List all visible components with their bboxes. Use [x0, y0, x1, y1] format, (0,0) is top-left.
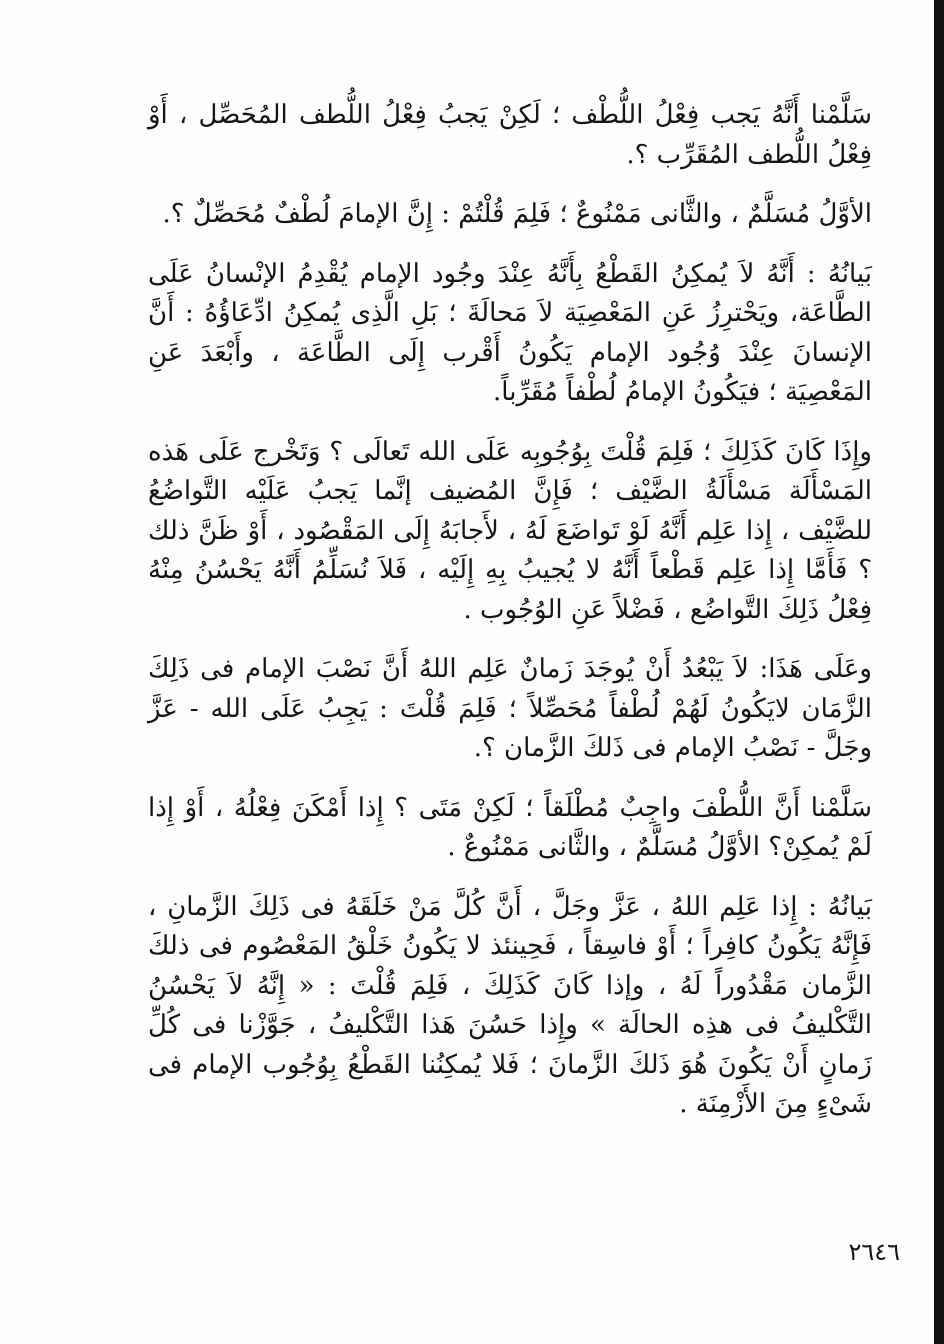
body-text	[148, 96, 872, 1145]
paragraph-3: بَيانُهُ : أَنَّهُ لاَ يُمكِنُ القَطْعُ بِأَنَّهُ عِنْدَ وجُود الإمام يُقْدِمُ الإنْسانُ عَلَى الطَّاعَة، ويَحْترِزُ عَنِ المَعْصِيَة لاَ مَحالَةَ ؛ بَلِ الَّذِى يُمكِنُ ادِّعَاؤُهُ : أَنَّ الإنسانَ عِنْدَ وُجُود الإمام يَكُونُ أَقْرب إِلَى الطَّاعَة ، وأَبْعَدَ عَنِ المَعْصِيَة ؛ فيَكُونُ الإمامُ لُطْفاً مُقَرِّباً.	[148, 258, 872, 407]
page-number: ٢٦٤٦	[848, 1238, 900, 1266]
paragraph-5: وعَلَى هَذَا: لاَ يَبْعُدُ أَنْ يُوجَدَ زَمانٌ عَلِم اللهُ أَنَّ نَصْبَ الإمام فى ذَلِكَ الزَّمَان لايَكُونُ لَهُمْ لُطْفاً مُحَصِّلاً ؛ فَلِمَ قُلْتَ : يَجِبُ عَلَى الله - عَزَّ وجَلَّ - نَصْبُ الإمام فى ذَلكَ الزَّمان ؟.	[148, 654, 872, 763]
paragraph-2: الأوَّلُ مُسَلَّمٌ ، والثَّانى مَمْنُوعٌ ؛ فَلِمَ قُلْتُمْ : إِنَّ الإمامَ لُطْفٌ مُحَصِّلٌ ؟.	[162, 199, 872, 229]
paragraph-6: سَلَّمْنا أَنَّ اللُّطْفَ واجِبٌ مُطْلَقاً ؛ لَكِنْ مَتَى ؟ إِذا أَمْكَنَ فِعْلُهُ ، أَوْ إِذا لَمْ يُمكِنْ؟ الأوَّلُ مُسَلَّمٌ ، والثَّانى مَمْنُوعٌ .	[148, 792, 872, 862]
paragraph-7: بَيانُهُ : إِذا عَلِم اللهُ ، عَزَّ وجَلَّ ، أَنَّ كُلَّ مَنْ خَلَقَهُ فى ذَلِكَ الزَّمانِ ، فَإِنَّهُ يَكُونُ كافِراً ؛ أَوْ فاسِقاً ، فَحِينئذ لا يَكُونُ خَلْقُ المَعْصُوم فى ذلكَ الزَّمان مَقْدُوراً لَهُ ، وإذا كَانَ كَذَلِكَ ، فَلِمَ قُلْتَ : « إِنَّهُ لاَ يَحْسُنُ التَّكْليفُ فى هذِه الحالَة » وإِذا حَسُنَ هَذا التَّكْليفُ ، جَوَّزْنا فى كُلِّ زَمانٍ أَنْ يَكُونَ هُوَ ذَلكَ الزَّمانَ ؛ فَلا يُمكِنُنا القَطْعُ بِوُجُوب الإمام فى شَىْءٍ مِنَ الأَزْمِنَة .	[148, 891, 872, 1119]
paragraph-4: وإِذَا كَانَ كَذَلِكَ ؛ فَلِمَ قُلْتَ بِوُجُوبِه عَلَى الله تَعالَى ؟ وَتَخْرج عَلَى هَذه المَسْأَلَة مَسْأَلَةُ الضَّيْف ؛ فَإِنَّ المُضيف إنَّما يَجبُ عَلَيْه التَّواضُعُ للضَّيْف ، إِذا عَلِم أَنَّهُ لَوْ تَواضَعَ لَهُ ، لأَجابَهُ إِلَى المَقْصُود ، أَوْ ظَنَّ ذلك ؟ فَأَمَّا إِذا عَلِم قَطْعاً أَنَّهُ لا يُجيبُ بِهِ إِلَيْه ، فَلاَ نُسَلِّمُ أَنَّهُ يَحْسُنُ مِنْهُ فِعْلُ ذَلِكَ التَّواضُع ، فَضْلاً عَنِ الوُجُوب .	[148, 436, 873, 625]
paragraph-1: سَلَّمْنا أَنَّهُ يَجب فِعْلُ اللُّطْف ؛ لَكِنْ يَجبُ فِعْلُ اللُّطف المُحَصِّل ، أَوْ فِعْلُ اللُّطف المُقَرِّب ؟.	[148, 100, 872, 170]
scan-edge-shadow	[934, 0, 944, 1344]
